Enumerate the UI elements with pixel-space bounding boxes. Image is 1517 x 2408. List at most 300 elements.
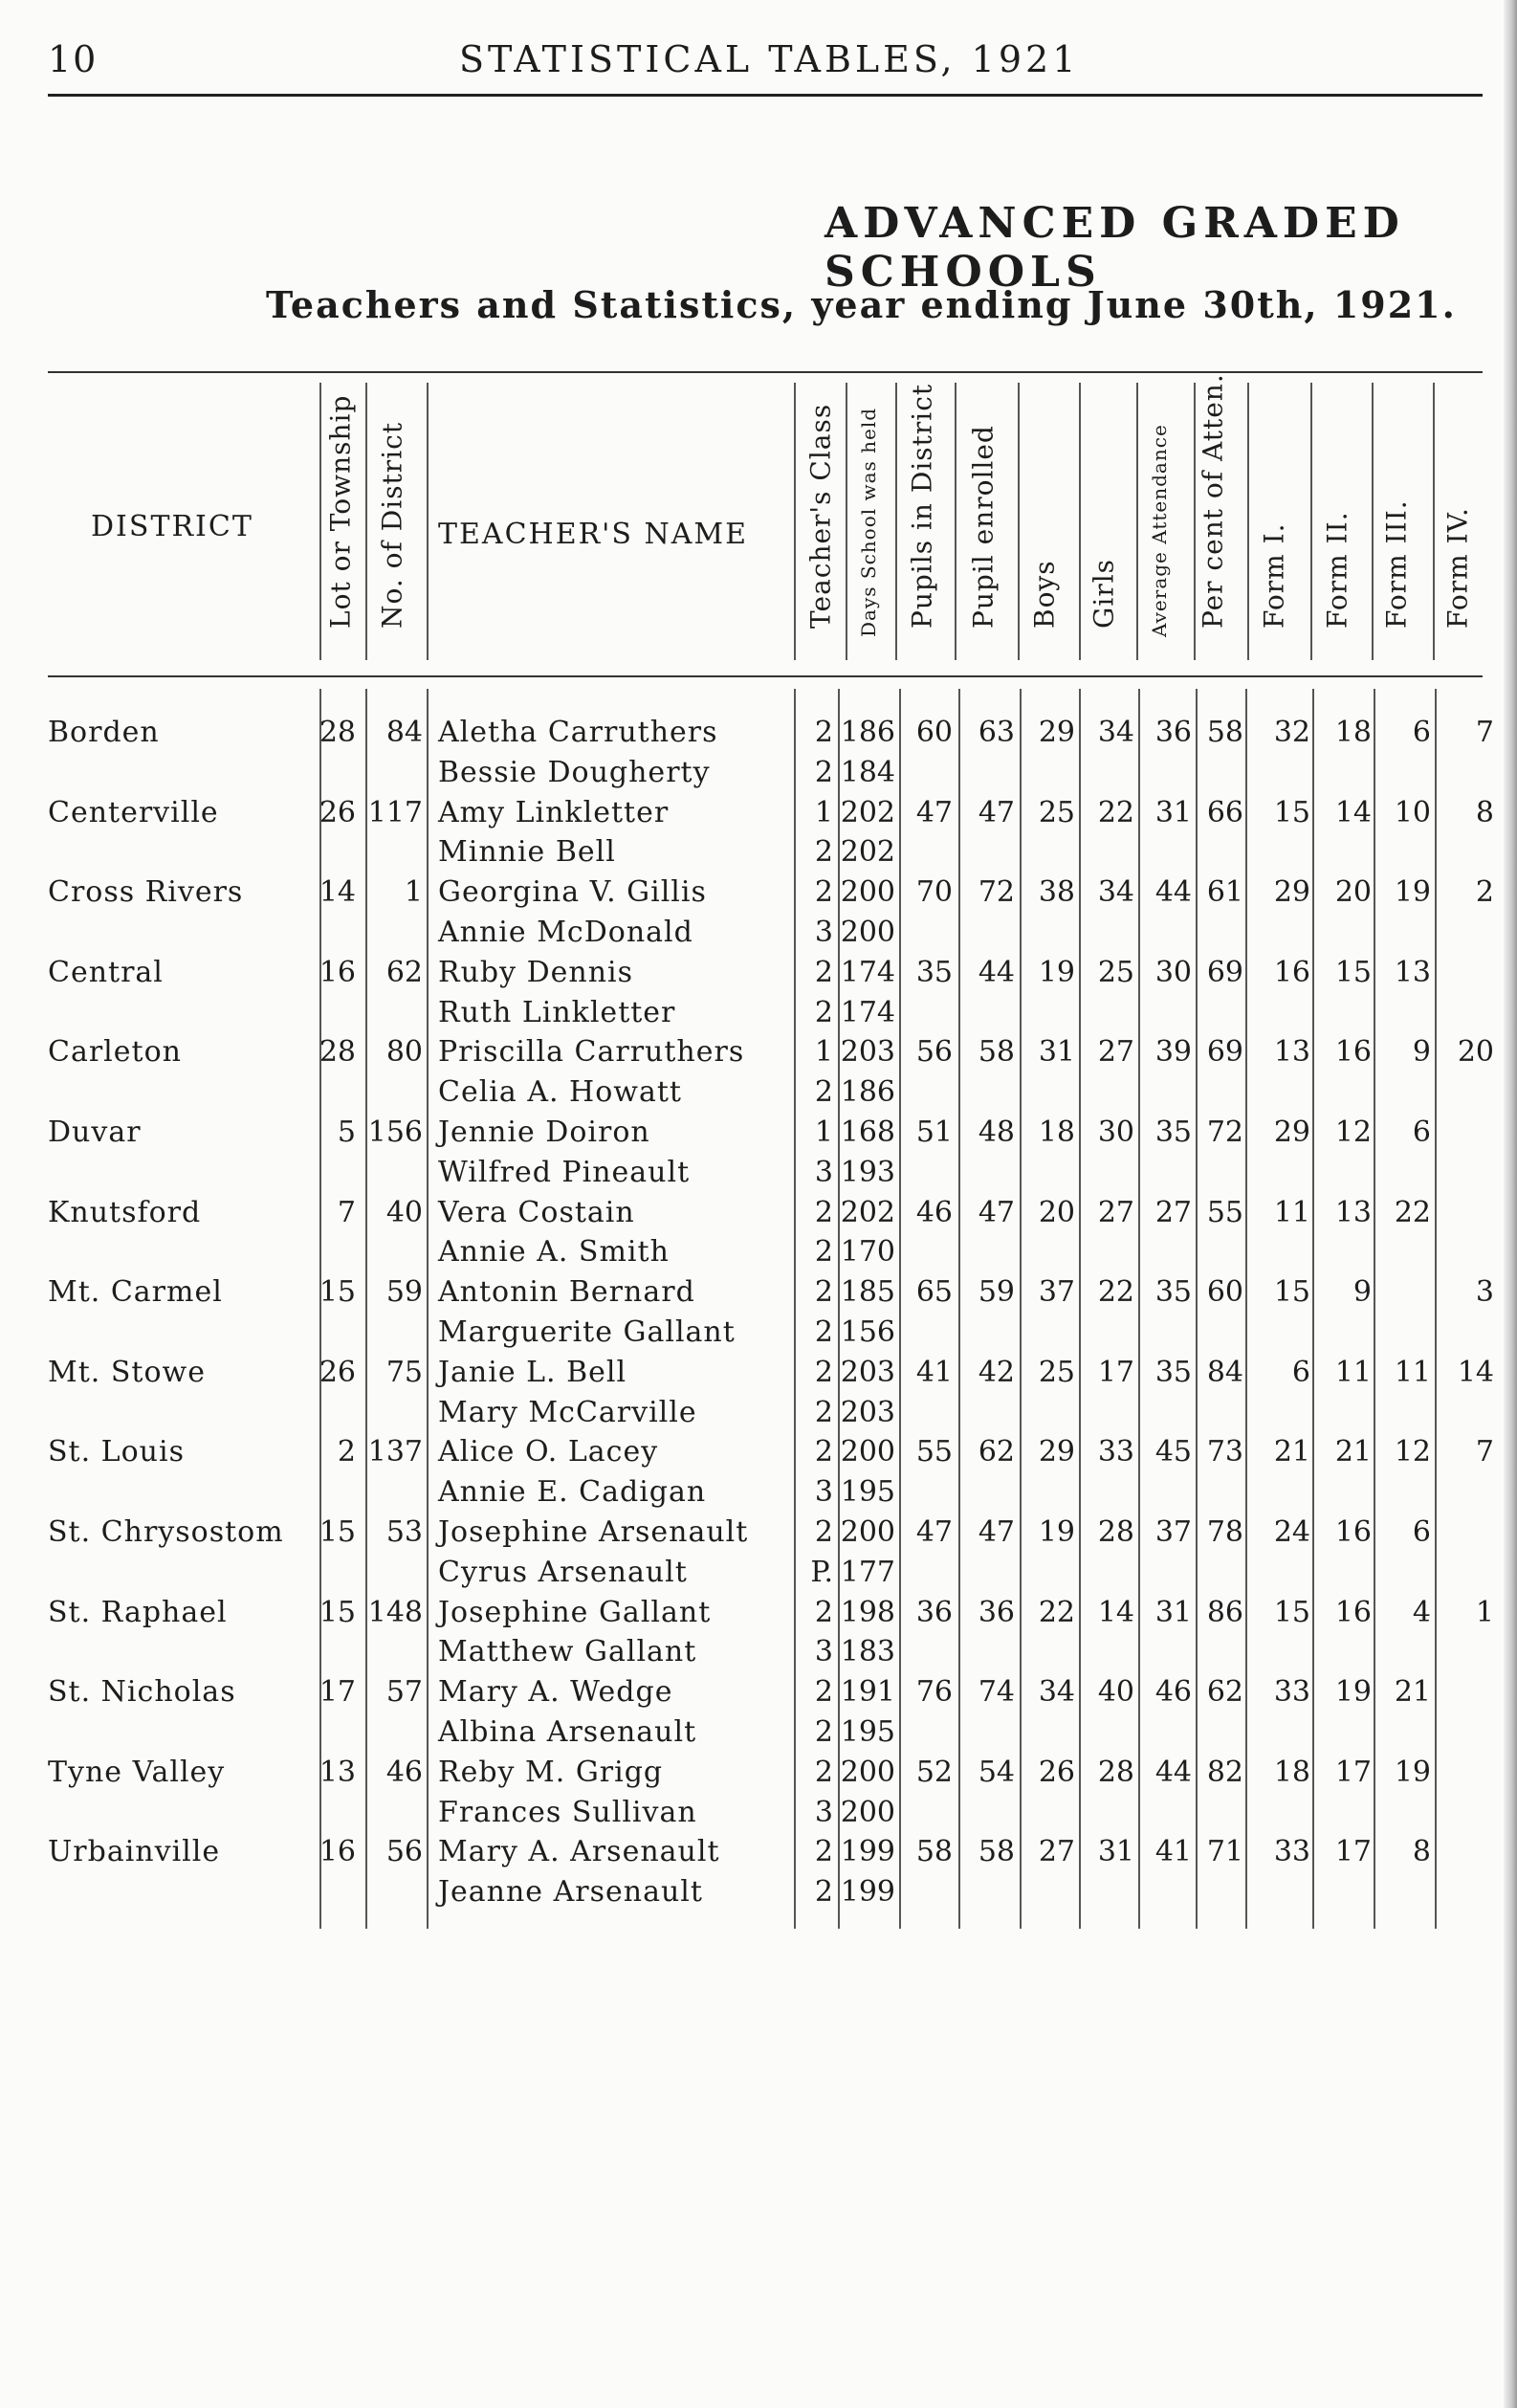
cell-days-held: 170 (840, 1235, 895, 1270)
cell-girls: 25 (1097, 955, 1134, 989)
cell-district: Knutsford (48, 1195, 202, 1229)
column-header-boys: Boys (1028, 560, 1061, 629)
cell-teacher-name: Josephine Gallant (438, 1595, 712, 1629)
cell-days-held: 200 (840, 875, 895, 910)
cell-boys: 25 (1038, 1355, 1075, 1389)
cell-teacher-name: Matthew Gallant (438, 1635, 697, 1669)
cell-teacher-class: 2 (814, 1355, 833, 1389)
cell-no-district: 80 (385, 1035, 423, 1070)
cell-percent-attendance: 82 (1206, 1755, 1243, 1789)
cell-no-district: 117 (367, 795, 423, 829)
table-row (0, 912, 1517, 952)
cell-teacher-class: 2 (814, 1075, 833, 1110)
cell-form-1: 11 (1273, 1195, 1310, 1229)
cell-pupil-enrolled: 74 (978, 1675, 1015, 1710)
cell-average-attendance: 35 (1154, 1275, 1192, 1310)
cell-teacher-name: Minnie Bell (438, 835, 616, 870)
cell-teacher-name: Mary A. Arsenault (438, 1835, 720, 1869)
cell-district: Duvar (48, 1116, 142, 1149)
cell-form-2: 21 (1334, 1435, 1372, 1469)
cell-teacher-name: Cyrus Arsenault (438, 1555, 688, 1589)
cell-percent-attendance: 86 (1206, 1595, 1243, 1629)
table-row (0, 1631, 1517, 1671)
cell-teacher-class: 3 (814, 1635, 833, 1669)
cell-teacher-name: Bessie Dougherty (438, 755, 711, 789)
cell-pupils-district: 46 (915, 1195, 953, 1229)
cell-teacher-class: 2 (814, 1675, 833, 1710)
cell-days-held: 203 (840, 1395, 895, 1429)
cell-form-4: 14 (1457, 1355, 1494, 1389)
cell-boys: 22 (1038, 1595, 1075, 1629)
cell-form-2: 19 (1334, 1675, 1372, 1710)
cell-percent-attendance: 69 (1206, 1035, 1243, 1070)
cell-boys: 19 (1038, 1515, 1075, 1549)
table-row (0, 1112, 1517, 1152)
cell-girls: 22 (1097, 795, 1134, 829)
cell-days-held: 193 (840, 1155, 895, 1189)
table-row (0, 712, 1517, 752)
cell-lot: 17 (319, 1675, 356, 1710)
cell-teacher-name: Annie E. Cadigan (438, 1475, 707, 1510)
cell-days-held: 203 (840, 1355, 895, 1389)
cell-boys: 27 (1038, 1835, 1075, 1869)
cell-form-4: 1 (1475, 1595, 1494, 1629)
cell-form-2: 17 (1334, 1835, 1372, 1869)
cell-form-2: 16 (1334, 1595, 1372, 1629)
cell-form-3: 13 (1394, 955, 1431, 989)
cell-girls: 34 (1097, 716, 1134, 749)
cell-pupils-district: 47 (915, 795, 953, 829)
cell-pupil-enrolled: 54 (978, 1755, 1015, 1789)
cell-pupil-enrolled: 47 (978, 1195, 1015, 1229)
cell-teacher-class: 2 (814, 1315, 833, 1349)
cell-lot: 15 (319, 1595, 356, 1629)
cell-pupils-district: 51 (915, 1116, 953, 1149)
table-row (0, 1352, 1517, 1392)
cell-girls: 30 (1097, 1116, 1134, 1149)
cell-form-1: 16 (1273, 955, 1310, 989)
cell-days-held: 186 (840, 1075, 895, 1110)
table-row (0, 952, 1517, 992)
cell-form-2: 20 (1334, 875, 1372, 910)
cell-form-3: 19 (1394, 1755, 1431, 1789)
cell-teacher-class: 2 (814, 995, 833, 1029)
cell-lot: 16 (319, 1835, 356, 1869)
table-row (0, 1312, 1517, 1352)
cell-pupils-district: 56 (915, 1035, 953, 1070)
cell-district: Urbainville (48, 1835, 221, 1869)
cell-days-held: 199 (840, 1875, 895, 1910)
cell-teacher-class: 2 (814, 1235, 833, 1270)
cell-district: St. Chrysostom (48, 1515, 284, 1549)
table-row (0, 1712, 1517, 1752)
table-header-rule (48, 675, 1483, 677)
header-column-rule (1079, 383, 1081, 660)
cell-teacher-class: 2 (814, 875, 833, 910)
table-row (0, 1471, 1517, 1512)
cell-lot: 2 (337, 1435, 356, 1469)
column-header-teacher-class: Teacher's Class (804, 403, 837, 629)
cell-days-held: 195 (840, 1715, 895, 1749)
cell-no-district: 148 (367, 1595, 423, 1629)
cell-average-attendance: 45 (1154, 1435, 1192, 1469)
cell-district: Borden (48, 716, 160, 749)
cell-form-2: 14 (1334, 795, 1372, 829)
cell-form-3: 21 (1394, 1675, 1431, 1710)
cell-teacher-name: Annie A. Smith (438, 1235, 670, 1270)
table-row (0, 1152, 1517, 1192)
cell-pupil-enrolled: 48 (978, 1116, 1015, 1149)
cell-girls: 22 (1097, 1275, 1134, 1310)
cell-district: Centerville (48, 795, 219, 829)
table-row (0, 1031, 1517, 1071)
cell-average-attendance: 41 (1154, 1835, 1192, 1869)
cell-teacher-class: 2 (814, 755, 833, 789)
cell-boys: 31 (1038, 1035, 1075, 1070)
header-column-rule (1018, 383, 1020, 660)
cell-boys: 19 (1038, 955, 1075, 989)
cell-form-2: 16 (1334, 1515, 1372, 1549)
header-column-rule (1136, 383, 1138, 660)
table-row (0, 1792, 1517, 1832)
cell-form-1: 32 (1273, 716, 1310, 749)
table-row (0, 1871, 1517, 1911)
cell-pupils-district: 47 (915, 1515, 953, 1549)
cell-form-1: 13 (1273, 1035, 1310, 1070)
cell-form-1: 24 (1273, 1515, 1310, 1549)
cell-district: St. Louis (48, 1435, 185, 1469)
cell-form-4: 20 (1457, 1035, 1494, 1070)
table-row (0, 1271, 1517, 1312)
cell-percent-attendance: 58 (1206, 716, 1243, 749)
cell-form-2: 17 (1334, 1755, 1372, 1789)
cell-teacher-class: 2 (814, 1395, 833, 1429)
cell-form-1: 18 (1273, 1755, 1310, 1789)
cell-form-1: 21 (1273, 1435, 1310, 1469)
column-header-average-attendance: Average Attendance (1148, 424, 1171, 637)
cell-form-1: 29 (1273, 1116, 1310, 1149)
cell-teacher-name: Josephine Arsenault (438, 1515, 749, 1549)
cell-form-1: 33 (1273, 1835, 1310, 1869)
header-column-rule (365, 383, 367, 660)
cell-boys: 25 (1038, 795, 1075, 829)
cell-teacher-class: 2 (814, 1595, 833, 1629)
cell-days-held: 185 (840, 1275, 895, 1310)
cell-days-held: 202 (840, 795, 895, 829)
header-column-rule (319, 383, 321, 660)
cell-average-attendance: 31 (1154, 795, 1192, 829)
running-head: STATISTICAL TABLES, 1921 (459, 38, 1080, 80)
cell-percent-attendance: 73 (1206, 1435, 1243, 1469)
cell-form-2: 9 (1352, 1275, 1372, 1310)
cell-pupils-district: 76 (915, 1675, 953, 1710)
cell-pupil-enrolled: 72 (978, 875, 1015, 910)
column-header-form-2: Form II. (1321, 511, 1353, 629)
cell-percent-attendance: 55 (1206, 1195, 1243, 1229)
table-row (0, 1552, 1517, 1592)
cell-teacher-name: Ruth Linkletter (438, 995, 676, 1029)
cell-days-held: 183 (840, 1635, 895, 1669)
cell-days-held: 198 (840, 1595, 895, 1629)
cell-days-held: 184 (840, 755, 895, 789)
cell-days-held: 200 (840, 1755, 895, 1789)
cell-percent-attendance: 78 (1206, 1515, 1243, 1549)
cell-average-attendance: 39 (1154, 1035, 1192, 1070)
cell-pupil-enrolled: 44 (978, 955, 1015, 989)
cell-pupil-enrolled: 36 (978, 1595, 1015, 1629)
column-header-teacher: TEACHER'S NAME (438, 518, 749, 551)
column-header-form-3: Form III. (1380, 499, 1413, 629)
table-row (0, 752, 1517, 792)
cell-teacher-class: 2 (814, 1715, 833, 1749)
cell-percent-attendance: 84 (1206, 1355, 1243, 1389)
cell-form-2: 11 (1334, 1355, 1372, 1389)
cell-teacher-class: 2 (814, 1195, 833, 1229)
cell-teacher-name: Mary McCarville (438, 1395, 697, 1429)
cell-pupils-district: 65 (915, 1275, 953, 1310)
table-row (0, 992, 1517, 1032)
table-row (0, 1192, 1517, 1232)
cell-form-4: 2 (1475, 875, 1494, 910)
table-row (0, 831, 1517, 872)
cell-pupils-district: 36 (915, 1595, 953, 1629)
cell-girls: 28 (1097, 1755, 1134, 1789)
cell-teacher-name: Wilfred Pineault (438, 1155, 691, 1189)
cell-district: Cross Rivers (48, 875, 244, 910)
header-column-rule (955, 383, 956, 660)
table-row (0, 872, 1517, 912)
cell-no-district: 46 (385, 1755, 423, 1789)
cell-girls: 14 (1097, 1595, 1134, 1629)
header-column-rule (427, 383, 429, 660)
cell-pupil-enrolled: 42 (978, 1355, 1015, 1389)
cell-form-4: 8 (1475, 795, 1494, 829)
cell-form-3: 10 (1394, 795, 1431, 829)
cell-teacher-name: Antonin Bernard (438, 1275, 695, 1310)
cell-lot: 28 (319, 1035, 356, 1070)
cell-no-district: 1 (404, 875, 423, 910)
cell-teacher-class: 1 (814, 795, 833, 829)
cell-percent-attendance: 62 (1206, 1675, 1243, 1710)
cell-teacher-name: Frances Sullivan (438, 1795, 697, 1829)
cell-form-3: 22 (1394, 1195, 1431, 1229)
cell-teacher-name: Vera Costain (438, 1195, 635, 1229)
cell-lot: 15 (319, 1515, 356, 1549)
cell-girls: 27 (1097, 1195, 1134, 1229)
cell-form-3: 8 (1412, 1835, 1431, 1869)
column-header-pupil-enrolled: Pupil enrolled (967, 425, 1000, 629)
cell-form-1: 6 (1291, 1355, 1310, 1389)
cell-girls: 31 (1097, 1835, 1134, 1869)
cell-days-held: 195 (840, 1475, 895, 1510)
cell-district: Tyne Valley (48, 1755, 226, 1789)
cell-district: Mt. Stowe (48, 1355, 206, 1389)
cell-form-3: 9 (1412, 1035, 1431, 1070)
table-row (0, 1831, 1517, 1871)
cell-days-held: 200 (840, 1515, 895, 1549)
cell-teacher-class: 3 (814, 1795, 833, 1829)
cell-teacher-name: Amy Linkletter (438, 795, 670, 829)
cell-teacher-class: 3 (814, 1475, 833, 1510)
cell-teacher-class: 2 (814, 1875, 833, 1910)
cell-no-district: 62 (385, 955, 423, 989)
cell-pupil-enrolled: 63 (978, 716, 1015, 749)
cell-pupils-district: 70 (915, 875, 953, 910)
header-column-rule (1194, 383, 1196, 660)
table-row (0, 1512, 1517, 1552)
cell-girls: 33 (1097, 1435, 1134, 1469)
cell-lot: 13 (319, 1755, 356, 1789)
cell-pupil-enrolled: 47 (978, 1515, 1015, 1549)
column-header-district: DISTRICT (91, 510, 253, 543)
cell-girls: 28 (1097, 1515, 1134, 1549)
cell-teacher-class: 2 (814, 1835, 833, 1869)
header-column-rule (1310, 383, 1312, 660)
cell-teacher-name: Jeanne Arsenault (438, 1875, 703, 1910)
cell-no-district: 56 (385, 1835, 423, 1869)
cell-lot: 15 (319, 1275, 356, 1310)
cell-district: Central (48, 955, 164, 989)
cell-days-held: 200 (840, 1435, 895, 1469)
cell-average-attendance: 35 (1154, 1116, 1192, 1149)
cell-teacher-class: 3 (814, 1155, 833, 1189)
table-row (0, 1231, 1517, 1271)
cell-days-held: 177 (840, 1555, 895, 1589)
cell-teacher-class: 3 (814, 916, 833, 949)
cell-teacher-class: 2 (814, 1275, 833, 1310)
column-header-no-district: No. of District (376, 421, 408, 629)
cell-no-district: 53 (385, 1515, 423, 1549)
cell-form-4: 7 (1475, 716, 1494, 749)
cell-form-1: 15 (1273, 795, 1310, 829)
cell-average-attendance: 30 (1154, 955, 1192, 989)
cell-average-attendance: 37 (1154, 1515, 1192, 1549)
cell-teacher-class: 2 (814, 1435, 833, 1469)
cell-pupil-enrolled: 62 (978, 1435, 1015, 1469)
cell-no-district: 84 (385, 716, 423, 749)
cell-average-attendance: 44 (1154, 1755, 1192, 1789)
table-row (0, 1752, 1517, 1792)
cell-average-attendance: 35 (1154, 1355, 1192, 1389)
cell-teacher-name: Mary A. Wedge (438, 1675, 673, 1710)
cell-district: St. Raphael (48, 1595, 228, 1629)
cell-percent-attendance: 60 (1206, 1275, 1243, 1310)
cell-boys: 29 (1038, 1435, 1075, 1469)
cell-teacher-name: Celia A. Howatt (438, 1075, 682, 1110)
cell-percent-attendance: 61 (1206, 875, 1243, 910)
cell-no-district: 59 (385, 1275, 423, 1310)
cell-teacher-name: Marguerite Gallant (438, 1315, 736, 1349)
cell-no-district: 75 (385, 1355, 423, 1389)
cell-boys: 37 (1038, 1275, 1075, 1310)
table-row (0, 1592, 1517, 1632)
cell-teacher-name: Ruby Dennis (438, 955, 634, 989)
column-header-form-1: Form I. (1258, 522, 1290, 629)
cell-percent-attendance: 72 (1206, 1116, 1243, 1149)
cell-percent-attendance: 71 (1206, 1835, 1243, 1869)
cell-teacher-name: Albina Arsenault (438, 1715, 697, 1749)
cell-boys: 20 (1038, 1195, 1075, 1229)
cell-boys: 18 (1038, 1116, 1075, 1149)
cell-teacher-class: 2 (814, 716, 833, 749)
header-column-rule (895, 383, 897, 660)
table-row (0, 1431, 1517, 1471)
cell-form-3: 6 (1412, 1515, 1431, 1549)
cell-pupil-enrolled: 58 (978, 1035, 1015, 1070)
cell-no-district: 156 (367, 1116, 423, 1149)
cell-pupil-enrolled: 58 (978, 1835, 1015, 1869)
column-header-girls: Girls (1088, 558, 1120, 629)
cell-days-held: 200 (840, 916, 895, 949)
header-column-rule (1247, 383, 1249, 660)
cell-days-held: 202 (840, 835, 895, 870)
cell-average-attendance: 36 (1154, 716, 1192, 749)
cell-pupils-district: 55 (915, 1435, 953, 1469)
cell-pupils-district: 35 (915, 955, 953, 989)
cell-teacher-class: 2 (814, 835, 833, 870)
cell-form-3: 4 (1412, 1595, 1431, 1629)
cell-form-3: 19 (1394, 875, 1431, 910)
cell-days-held: 156 (840, 1315, 895, 1349)
cell-form-2: 18 (1334, 716, 1372, 749)
cell-form-2: 15 (1334, 955, 1372, 989)
cell-district: St. Nicholas (48, 1675, 236, 1710)
page-number: 10 (48, 38, 99, 80)
cell-no-district: 57 (385, 1675, 423, 1710)
cell-form-1: 15 (1273, 1595, 1310, 1629)
header-rule (48, 94, 1483, 97)
cell-form-3: 12 (1394, 1435, 1431, 1469)
cell-days-held: 174 (840, 955, 895, 989)
cell-average-attendance: 31 (1154, 1595, 1192, 1629)
cell-pupils-district: 52 (915, 1755, 953, 1789)
cell-teacher-name: Reby M. Grigg (438, 1755, 664, 1789)
cell-girls: 34 (1097, 875, 1134, 910)
table-top-rule (48, 371, 1483, 373)
cell-teacher-class: 2 (814, 955, 833, 989)
column-header-form-4: Form IV. (1441, 507, 1474, 629)
table-row (0, 1392, 1517, 1432)
cell-days-held: 199 (840, 1835, 895, 1869)
cell-boys: 26 (1038, 1755, 1075, 1789)
cell-lot: 7 (337, 1195, 356, 1229)
table-subtitle: Teachers and Statistics, year ending June 30th, 1921. (266, 283, 1457, 326)
cell-no-district: 137 (367, 1435, 423, 1469)
cell-teacher-class: 1 (814, 1035, 833, 1070)
column-header-percent-attendance: Per cent of Atten. (1197, 373, 1229, 629)
cell-teacher-name: Annie McDonald (438, 916, 693, 949)
cell-form-4: 3 (1475, 1275, 1494, 1310)
column-header-lot: Lot or Township (324, 394, 357, 629)
cell-form-1: 33 (1273, 1675, 1310, 1710)
header-column-rule (846, 383, 847, 660)
cell-boys: 29 (1038, 716, 1075, 749)
table-row (0, 792, 1517, 832)
cell-pupil-enrolled: 59 (978, 1275, 1015, 1310)
cell-teacher-class: P. (810, 1555, 833, 1589)
header-column-rule (794, 383, 796, 660)
cell-form-1: 29 (1273, 875, 1310, 910)
cell-percent-attendance: 66 (1206, 795, 1243, 829)
cell-teacher-name: Jennie Doiron (438, 1116, 650, 1149)
cell-days-held: 203 (840, 1035, 895, 1070)
cell-form-3: 6 (1412, 716, 1431, 749)
cell-pupils-district: 41 (915, 1355, 953, 1389)
cell-days-held: 168 (840, 1116, 895, 1149)
header-column-rule (1433, 383, 1435, 660)
cell-teacher-name: Aletha Carruthers (438, 716, 718, 749)
cell-boys: 38 (1038, 875, 1075, 910)
